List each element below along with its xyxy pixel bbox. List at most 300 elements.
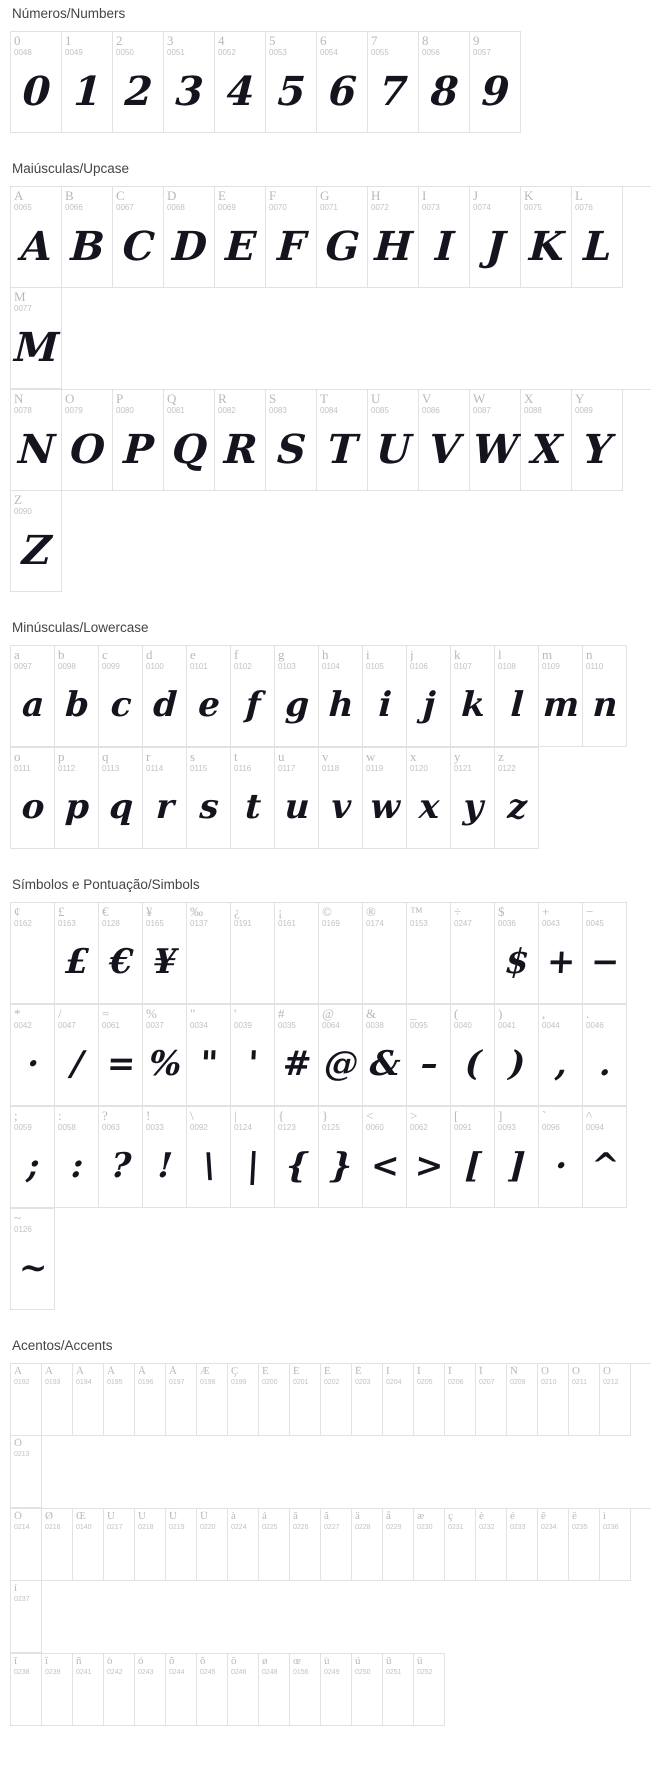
- glyph-preview: X: [529, 426, 563, 474]
- glyph-cell[interactable]: [55, 1107, 99, 1208]
- glyph-character-label: \: [190, 1109, 194, 1123]
- glyph-cell-header: [495, 1107, 538, 1132]
- glyph-character-label: ì: [603, 1511, 607, 1522]
- glyph-cell[interactable]: [266, 187, 317, 288]
- glyph-cell[interactable]: [143, 1107, 187, 1208]
- glyph-cell[interactable]: [600, 1364, 631, 1436]
- glyph-cell-header: [143, 1107, 186, 1132]
- glyph-cell[interactable]: [583, 903, 627, 1004]
- glyph-cell[interactable]: [197, 1509, 228, 1581]
- glyph-cell[interactable]: [451, 903, 495, 1004]
- glyph-code-label: 0206: [448, 1379, 464, 1386]
- glyph-cell[interactable]: [368, 390, 419, 491]
- glyph-preview: A: [19, 223, 53, 271]
- glyph-preview: [227, 1386, 260, 1435]
- glyph-preview: #: [281, 1044, 312, 1085]
- glyph-cell[interactable]: [414, 1364, 445, 1436]
- glyph-character-label: æ: [417, 1511, 425, 1522]
- glyph-cell[interactable]: [363, 748, 407, 849]
- glyph-cell[interactable]: [164, 32, 215, 133]
- glyph-cell[interactable]: [231, 1005, 275, 1106]
- glyph-character-label: $: [498, 905, 505, 919]
- glyph-cell[interactable]: [363, 1005, 407, 1106]
- glyph-cell[interactable]: [231, 748, 275, 849]
- glyph-character-label: Ì: [386, 1366, 390, 1377]
- glyph-cell[interactable]: [197, 1364, 228, 1436]
- glyph-cell[interactable]: [62, 32, 113, 133]
- glyph-code-label: 0195: [107, 1379, 123, 1386]
- glyph-cell-header: [266, 390, 316, 415]
- glyph-cell-header: [11, 491, 61, 516]
- glyph-cell[interactable]: [99, 646, 143, 747]
- glyph-cell[interactable]: [55, 903, 99, 1004]
- glyph-cell[interactable]: [42, 1364, 73, 1436]
- glyph-cell[interactable]: [11, 1209, 55, 1310]
- glyph-cell[interactable]: [231, 646, 275, 747]
- glyph-code-label: 0174: [366, 919, 384, 928]
- glyph-cell[interactable]: [231, 1107, 275, 1208]
- glyph-cell[interactable]: [470, 390, 521, 491]
- glyph-cell[interactable]: [62, 390, 113, 491]
- glyph-cell[interactable]: [11, 1654, 42, 1726]
- glyph-cell[interactable]: [11, 1107, 55, 1208]
- glyph-code-label: 0251: [386, 1669, 402, 1676]
- glyph-cell[interactable]: [73, 1509, 104, 1581]
- glyph-preview: [185, 928, 232, 1003]
- glyph-character-label: l: [498, 648, 502, 662]
- glyph-cell[interactable]: [275, 1005, 319, 1106]
- glyph-cell[interactable]: [407, 1005, 451, 1106]
- glyph-cell[interactable]: [11, 491, 62, 592]
- glyph-cell[interactable]: [187, 903, 231, 1004]
- glyph-preview: S: [275, 426, 307, 474]
- glyph-cell[interactable]: [11, 1005, 55, 1106]
- glyph-preview: [41, 1386, 74, 1435]
- glyph-cell[interactable]: [11, 1581, 42, 1653]
- glyph-cell-header: [368, 390, 418, 415]
- glyph-cell-header: [363, 903, 406, 928]
- glyph-cell[interactable]: [507, 1364, 538, 1436]
- glyph-cell[interactable]: [99, 903, 143, 1004]
- glyph-cell[interactable]: [319, 646, 363, 747]
- glyph-code-label: 0082: [218, 406, 236, 415]
- glyph-cell[interactable]: [538, 1509, 569, 1581]
- glyph-character-label: ¢: [14, 905, 21, 919]
- glyph-cell[interactable]: [187, 646, 231, 747]
- glyph-code-label: 0080: [116, 406, 134, 415]
- glyph-cell-header: [572, 390, 622, 415]
- glyph-character-label: e: [190, 648, 196, 662]
- glyph-code-label: 0113: [102, 764, 120, 773]
- glyph-code-label: 0108: [498, 662, 516, 671]
- glyph-cell-header: [259, 1509, 289, 1531]
- glyph-cell-header: [11, 748, 54, 773]
- glyph-cell[interactable]: [275, 1107, 319, 1208]
- glyph-cell-header: [539, 1005, 582, 1030]
- glyph-code-label: 0066: [65, 203, 83, 212]
- glyph-cell-header: [583, 903, 626, 928]
- glyph-preview: 3: [174, 68, 204, 116]
- glyph-character-label: ã: [324, 1511, 329, 1522]
- glyph-cell-header: [187, 646, 230, 671]
- glyph-cell[interactable]: [215, 390, 266, 491]
- glyph-cell[interactable]: [55, 748, 99, 849]
- glyph-character-label: P: [116, 392, 124, 406]
- glyph-cell[interactable]: [166, 1654, 197, 1726]
- glyph-cell[interactable]: [451, 1005, 495, 1106]
- glyph-code-label: 0051: [167, 48, 185, 57]
- glyph-code-label: 0057: [473, 48, 491, 57]
- glyph-cell-header: [266, 187, 316, 212]
- glyph-cell-header: [569, 1364, 599, 1386]
- glyph-cell[interactable]: [539, 903, 583, 1004]
- glyph-cell[interactable]: [470, 187, 521, 288]
- glyph-code-label: 0063: [102, 1123, 120, 1132]
- glyph-character-label: õ: [200, 1656, 206, 1667]
- glyph-cell[interactable]: [583, 646, 627, 747]
- glyph-character-label: 3: [167, 34, 174, 48]
- glyph-cell[interactable]: [11, 748, 55, 849]
- glyph-preview: W: [471, 426, 519, 474]
- glyph-code-label: 0204: [386, 1379, 402, 1386]
- glyph-code-label: 0061: [102, 1021, 120, 1030]
- glyph-character-label: Ï: [479, 1366, 483, 1377]
- glyph-cell[interactable]: [451, 1107, 495, 1208]
- glyph-code-label: 0121: [454, 764, 472, 773]
- glyph-cell[interactable]: [368, 187, 419, 288]
- glyph-cell[interactable]: [215, 32, 266, 133]
- glyph-character-label: −: [586, 905, 594, 919]
- glyph-cell[interactable]: [11, 1436, 42, 1508]
- glyph-cell[interactable]: [451, 748, 495, 849]
- glyph-cell[interactable]: [583, 1107, 627, 1208]
- glyph-cell[interactable]: [99, 1107, 143, 1208]
- glyph-character-label: ™: [410, 905, 423, 919]
- glyph-code-label: 0074: [473, 203, 491, 212]
- glyph-cell[interactable]: [166, 1364, 197, 1436]
- glyph-code-label: 0224: [231, 1524, 247, 1531]
- glyph-code-label: 0097: [14, 662, 32, 671]
- glyph-cell[interactable]: [476, 1364, 507, 1436]
- glyph-cell[interactable]: [166, 1509, 197, 1581]
- glyph-cell[interactable]: [275, 646, 319, 747]
- glyph-cell[interactable]: [569, 1364, 600, 1436]
- glyph-cell[interactable]: [352, 1509, 383, 1581]
- glyph-cell-header: [539, 903, 582, 928]
- glyph-preview: [413, 1386, 446, 1435]
- glyph-cell[interactable]: [231, 903, 275, 1004]
- glyph-cell[interactable]: [407, 748, 451, 849]
- glyph-cell[interactable]: [445, 1509, 476, 1581]
- glyph-cell[interactable]: [228, 1509, 259, 1581]
- glyph-code-label: 0162: [14, 919, 32, 928]
- glyph-cell[interactable]: [495, 903, 539, 1004]
- glyph-character-label: !: [146, 1109, 151, 1123]
- glyph-cell[interactable]: [143, 646, 187, 747]
- glyph-cell[interactable]: [414, 1654, 445, 1726]
- glyph-cell[interactable]: [419, 32, 470, 133]
- glyph-cell[interactable]: [539, 646, 583, 747]
- glyph-cell-header: [363, 1107, 406, 1132]
- glyph-cell[interactable]: [99, 748, 143, 849]
- glyph-cell[interactable]: [319, 903, 363, 1004]
- glyph-preview: [196, 1676, 229, 1725]
- glyph-character-label: Ñ: [510, 1366, 518, 1377]
- glyph-cell-header: [476, 1509, 506, 1531]
- glyph-cell-header: [55, 903, 98, 928]
- glyph-cell[interactable]: [99, 1005, 143, 1106]
- glyph-preview: E: [224, 223, 257, 271]
- glyph-cell[interactable]: [539, 1005, 583, 1106]
- glyph-preview: [568, 1386, 601, 1435]
- glyph-grid-row: [10, 1208, 55, 1310]
- glyph-preview: [10, 1603, 43, 1652]
- glyph-cell[interactable]: [275, 748, 319, 849]
- glyph-cell[interactable]: [317, 32, 368, 133]
- glyph-cell[interactable]: [11, 32, 62, 133]
- glyph-cell[interactable]: [319, 748, 363, 849]
- glyph-code-label: 0202: [324, 1379, 340, 1386]
- glyph-preview: v: [330, 787, 352, 828]
- glyph-cell[interactable]: [143, 748, 187, 849]
- glyph-cell[interactable]: [352, 1364, 383, 1436]
- glyph-character-label: 8: [422, 34, 429, 48]
- glyph-cell[interactable]: [197, 1654, 228, 1726]
- glyph-preview: p: [64, 787, 90, 828]
- glyph-cell[interactable]: [383, 1654, 414, 1726]
- glyph-cell[interactable]: [187, 748, 231, 849]
- glyph-preview: C: [121, 223, 155, 271]
- glyph-character-label: Ä: [138, 1366, 146, 1377]
- glyph-cell[interactable]: [476, 1509, 507, 1581]
- glyph-preview: l: [509, 685, 524, 726]
- glyph-cell[interactable]: [600, 1509, 631, 1581]
- glyph-preview: [165, 1531, 198, 1580]
- glyph-cell[interactable]: [266, 32, 317, 133]
- glyph-cell[interactable]: [215, 187, 266, 288]
- glyph-cell[interactable]: [11, 187, 62, 288]
- glyph-cell[interactable]: [55, 1005, 99, 1106]
- glyph-cell[interactable]: [259, 1509, 290, 1581]
- glyph-code-label: 0216: [45, 1524, 61, 1531]
- glyph-preview: ¥: [152, 942, 178, 983]
- glyph-cell[interactable]: [275, 903, 319, 1004]
- glyph-cell-header: [383, 1364, 413, 1386]
- glyph-cell[interactable]: [583, 1005, 627, 1106]
- glyph-cell[interactable]: [539, 1107, 583, 1208]
- glyph-cell[interactable]: [383, 1509, 414, 1581]
- glyph-grid-row: [10, 1508, 651, 1653]
- glyph-cell[interactable]: [572, 187, 623, 288]
- glyph-cell-header: [538, 1509, 568, 1531]
- glyph-cell[interactable]: [317, 187, 368, 288]
- glyph-cell[interactable]: [135, 1364, 166, 1436]
- glyph-cell-header: [11, 1107, 54, 1132]
- glyph-cell-header: [319, 1005, 362, 1030]
- glyph-cell[interactable]: [290, 1654, 321, 1726]
- glyph-cell[interactable]: [42, 1509, 73, 1581]
- glyph-cell[interactable]: [363, 1107, 407, 1208]
- glyph-cell[interactable]: [495, 748, 539, 849]
- glyph-cell[interactable]: [470, 32, 521, 133]
- glyph-preview: [103, 1531, 136, 1580]
- glyph-cell[interactable]: [73, 1364, 104, 1436]
- glyph-cell[interactable]: [135, 1509, 166, 1581]
- glyph-character-label: €: [102, 905, 109, 919]
- glyph-cell-header: [363, 646, 406, 671]
- section-spacer: [10, 592, 651, 606]
- glyph-cell[interactable]: [319, 1107, 363, 1208]
- glyph-cell[interactable]: [42, 1654, 73, 1726]
- glyph-code-label: 0119: [366, 764, 384, 773]
- glyph-character-label: Á: [45, 1366, 53, 1377]
- glyph-code-label: 0040: [454, 1021, 472, 1030]
- glyph-cell[interactable]: [521, 187, 572, 288]
- glyph-cell[interactable]: [445, 1364, 476, 1436]
- glyph-character-label: q: [102, 750, 109, 764]
- glyph-cell[interactable]: [451, 646, 495, 747]
- glyph-cell[interactable]: [187, 1005, 231, 1106]
- glyph-character-label: h: [322, 648, 329, 662]
- glyph-code-label: 0200: [262, 1379, 278, 1386]
- glyph-cell[interactable]: [143, 1005, 187, 1106]
- glyph-character-label: #: [278, 1007, 285, 1021]
- glyph-cell-header: [352, 1364, 382, 1386]
- glyph-cell[interactable]: [11, 1509, 42, 1581]
- glyph-cell-header: [419, 390, 469, 415]
- glyph-cell-header: [259, 1364, 289, 1386]
- glyph-character-label: i: [366, 648, 370, 662]
- glyph-cell-header: [383, 1654, 413, 1676]
- glyph-cell[interactable]: [572, 390, 623, 491]
- glyph-cell[interactable]: [187, 1107, 231, 1208]
- glyph-cell[interactable]: [11, 1364, 42, 1436]
- glyph-code-label: 0236: [603, 1524, 619, 1531]
- glyph-cell[interactable]: [317, 390, 368, 491]
- glyph-character-label: 9: [473, 34, 480, 48]
- glyph-cell[interactable]: [259, 1364, 290, 1436]
- glyph-cell[interactable]: [143, 903, 187, 1004]
- glyph-cell[interactable]: [538, 1364, 569, 1436]
- glyph-cell-header: [368, 187, 418, 212]
- glyph-cell-header: [521, 390, 571, 415]
- glyph-cell[interactable]: [228, 1364, 259, 1436]
- glyph-code-label: 0084: [320, 406, 338, 415]
- glyph-cell[interactable]: [407, 903, 451, 1004]
- glyph-character-label: ñ: [76, 1656, 82, 1667]
- glyph-cell[interactable]: [135, 1654, 166, 1726]
- glyph-cell[interactable]: [62, 187, 113, 288]
- glyph-cell[interactable]: [383, 1364, 414, 1436]
- glyph-cell[interactable]: [352, 1654, 383, 1726]
- glyph-cell[interactable]: [228, 1654, 259, 1726]
- glyph-cell[interactable]: [11, 646, 55, 747]
- glyph-preview: .: [598, 1044, 612, 1085]
- glyph-cell[interactable]: [11, 390, 62, 491]
- glyph-cell[interactable]: [407, 646, 451, 747]
- glyph-cell[interactable]: [407, 1107, 451, 1208]
- glyph-cell-header: [419, 187, 469, 212]
- glyph-cell[interactable]: [419, 390, 470, 491]
- glyph-grid-row: [10, 747, 539, 849]
- glyph-cell[interactable]: [104, 1509, 135, 1581]
- glyph-character-label: ¡: [278, 905, 283, 919]
- glyph-cell-header: [228, 1364, 258, 1386]
- glyph-cell[interactable]: [521, 390, 572, 491]
- glyph-preview: 9: [480, 68, 510, 116]
- glyph-cell-header: [164, 390, 214, 415]
- glyph-cell[interactable]: [164, 390, 215, 491]
- glyph-preview: ·: [554, 1146, 568, 1187]
- glyph-cell[interactable]: [290, 1509, 321, 1581]
- glyph-character-label: {: [278, 1109, 285, 1123]
- glyph-code-label: 0212: [603, 1379, 619, 1386]
- glyph-cell[interactable]: [495, 1005, 539, 1106]
- glyph-preview: d: [152, 685, 178, 726]
- glyph-cell-header: [187, 748, 230, 773]
- glyph-character-label: .: [586, 1007, 590, 1021]
- glyph-character-label: _: [410, 1007, 417, 1021]
- glyph-character-label: ç: [448, 1511, 453, 1522]
- glyph-character-label: ): [498, 1007, 503, 1021]
- glyph-cell[interactable]: [113, 32, 164, 133]
- glyph-cell[interactable]: [11, 288, 62, 389]
- glyph-cell[interactable]: [73, 1654, 104, 1726]
- glyph-grid-row: [10, 902, 627, 1004]
- glyph-preview: c: [109, 685, 132, 726]
- glyph-cell-header: [99, 903, 142, 928]
- glyph-preview: [289, 1531, 322, 1580]
- glyph-cell[interactable]: [419, 187, 470, 288]
- glyph-cell[interactable]: [414, 1509, 445, 1581]
- glyph-cell[interactable]: [495, 646, 539, 747]
- glyph-cell[interactable]: [104, 1364, 135, 1436]
- glyph-cell[interactable]: [259, 1654, 290, 1726]
- glyph-cell[interactable]: [363, 646, 407, 747]
- glyph-cell[interactable]: [11, 903, 55, 1004]
- glyph-cell[interactable]: [321, 1654, 352, 1726]
- glyph-code-label: 0048: [14, 48, 32, 57]
- glyph-character-label: œ: [293, 1656, 301, 1667]
- glyph-cell[interactable]: [321, 1364, 352, 1436]
- glyph-code-label: 0196: [138, 1379, 154, 1386]
- glyph-cell-header: [319, 748, 362, 773]
- glyph-cell[interactable]: [368, 32, 419, 133]
- glyph-cell[interactable]: [164, 187, 215, 288]
- glyph-cell[interactable]: [55, 646, 99, 747]
- glyph-preview: o: [20, 787, 45, 828]
- glyph-cell[interactable]: [363, 903, 407, 1004]
- glyph-cell[interactable]: [266, 390, 317, 491]
- glyph-preview: q: [108, 787, 134, 828]
- glyph-code-label: 0205: [417, 1379, 433, 1386]
- glyph-cell[interactable]: [321, 1509, 352, 1581]
- glyph-cell[interactable]: [113, 390, 164, 491]
- glyph-cell[interactable]: [495, 1107, 539, 1208]
- glyph-cell[interactable]: [569, 1509, 600, 1581]
- glyph-preview: 4: [225, 68, 255, 116]
- glyph-cell[interactable]: [290, 1364, 321, 1436]
- glyph-character-label: Û: [169, 1511, 177, 1522]
- glyph-character-label: F: [269, 189, 277, 203]
- glyph-cell[interactable]: [507, 1509, 538, 1581]
- glyph-cell[interactable]: [113, 187, 164, 288]
- glyph-character-label: Ü: [200, 1511, 208, 1522]
- glyph-cell[interactable]: [104, 1654, 135, 1726]
- glyph-cell[interactable]: [319, 1005, 363, 1106]
- glyph-code-label: 0243: [138, 1669, 154, 1676]
- glyph-cell-header: [143, 1005, 186, 1030]
